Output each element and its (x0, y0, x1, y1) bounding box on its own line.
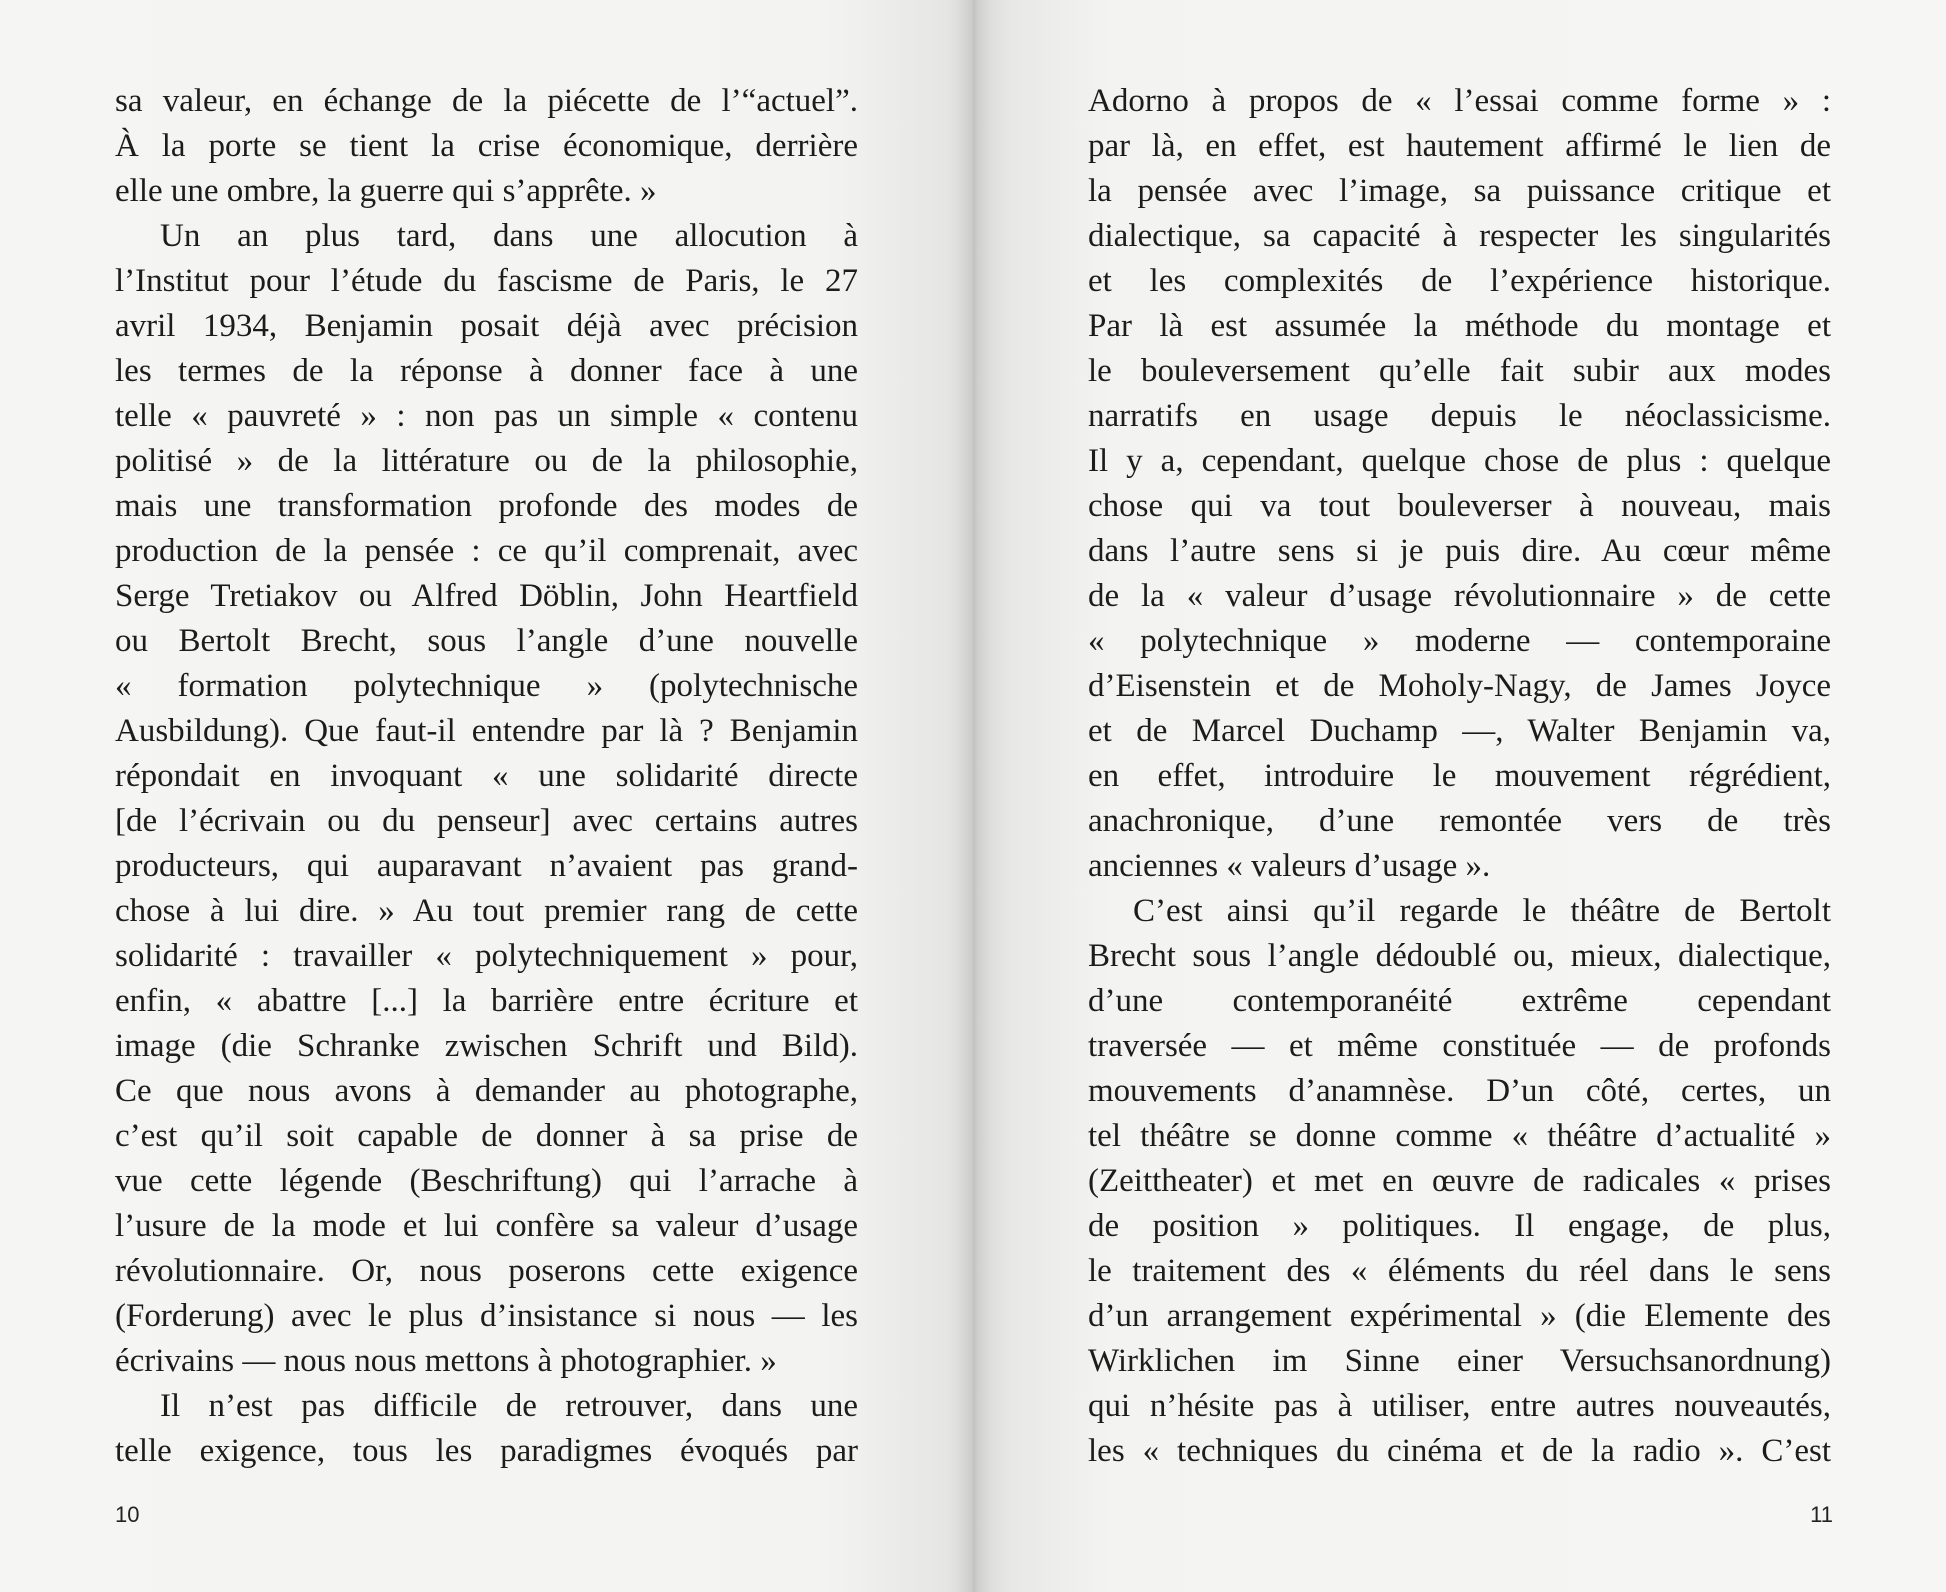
text-line: Il y a, cependant, quelque chose de plus : quelque (1088, 443, 1831, 479)
right-page-body (1088, 79, 1831, 1474)
text-line: c’est qu’il soit capable de donner à sa prise de (115, 1118, 858, 1154)
text-line: avril 1934, Benjamin posait déjà avec précision (115, 308, 858, 344)
book-gutter (955, 0, 991, 1592)
text-line: [de l’écrivain ou du penseur] avec certains autres (115, 803, 858, 839)
left-page-body (115, 79, 858, 1474)
text-line: d’un arrangement expérimental » (die Elemente des (1088, 1298, 1831, 1334)
text-line: mais une transformation profonde des modes de (115, 488, 858, 524)
text-line: en effet, introduire le mouvement régrédient, (1088, 758, 1831, 794)
text-line: Par là est assumée la méthode du montage et (1088, 308, 1831, 344)
text-line: l’Institut pour l’étude du fascisme de Paris, le 27 (115, 263, 858, 299)
text-line: écrivains — nous nous mettons à photographier. » (115, 1343, 777, 1379)
text-line: par là, en effet, est hautement affirmé le lien de (1088, 128, 1831, 164)
text-line: répondait en invoquant « une solidarité directe (115, 758, 858, 794)
text-line: la pensée avec l’image, sa puissance critique et (1088, 173, 1831, 209)
text-line: producteurs, qui auparavant n’avaient pas grand- (115, 848, 858, 884)
text-line: de la « valeur d’usage révolutionnaire » de cette (1088, 578, 1831, 614)
right-page (973, 0, 1946, 1592)
text-line: enfin, « abattre [...] la barrière entre écriture et (115, 983, 858, 1019)
text-line: anciennes « valeurs d’usage ». (1088, 848, 1491, 884)
text-line: qui n’hésite pas à utiliser, entre autres nouveautés, (1088, 1388, 1831, 1424)
text-line: Ausbildung). Que faut-il entendre par là ? Benjamin (115, 713, 858, 749)
text-line: « formation polytechnique » (polytechnische (115, 668, 858, 704)
text-line: Il n’est pas difficile de retrouver, dans une (160, 1388, 858, 1424)
text-line: d’Eisenstein et de Moholy-Nagy, de James Joyce (1088, 668, 1831, 704)
text-line: mouvements d’anamnèse. D’un côté, certes, un (1088, 1073, 1831, 1109)
text-line: et les complexités de l’expérience historique. (1088, 263, 1831, 299)
text-line: l’usure de la mode et lui confère sa valeur d’usage (115, 1208, 858, 1244)
text-line: Un an plus tard, dans une allocution à (160, 218, 858, 254)
text-line: Serge Tretiakov ou Alfred Döblin, John Heartfield (115, 578, 858, 614)
text-line: et de Marcel Duchamp —, Walter Benjamin va, (1088, 713, 1831, 749)
text-line: chose à lui dire. » Au tout premier rang de cette (115, 893, 858, 929)
text-line: (Zeittheater) et met en œuvre de radicales « prises (1088, 1163, 1831, 1199)
right-page-number: 11 (1810, 1502, 1833, 1527)
text-line: elle une ombre, la guerre qui s’apprête. » (115, 173, 657, 209)
text-line: (Forderung) avec le plus d’insistance si nous — les (115, 1298, 858, 1334)
text-line: Ce que nous avons à demander au photographe, (115, 1073, 858, 1109)
text-line: révolutionnaire. Or, nous poserons cette exigence (115, 1253, 858, 1289)
text-line: telle exigence, tous les paradigmes évoqués par (115, 1433, 858, 1469)
text-line: chose qui va tout bouleverser à nouveau, mais (1088, 488, 1831, 524)
text-line: Adorno à propos de « l’essai comme forme » : (1088, 83, 1831, 119)
text-line: les termes de la réponse à donner face à une (115, 353, 858, 389)
text-line: ou Bertolt Brecht, sous l’angle d’une nouvelle (115, 623, 858, 659)
text-line: d’une contemporanéité extrême cependant (1088, 983, 1831, 1019)
text-line: image (die Schranke zwischen Schrift und Bild). (115, 1028, 858, 1064)
text-line: le bouleversement qu’elle fait subir aux modes (1088, 353, 1831, 389)
text-line: C’est ainsi qu’il regarde le théâtre de Bertolt (1133, 893, 1831, 929)
text-line: anachronique, d’une remontée vers de très (1088, 803, 1831, 839)
text-line: les « techniques du cinéma et de la radio ». C’est (1088, 1433, 1831, 1469)
text-line: « polytechnique » moderne — contemporaine (1088, 623, 1831, 659)
text-line: le traitement des « éléments du réel dans le sens (1088, 1253, 1831, 1289)
text-line: dialectique, sa capacité à respecter les singularités (1088, 218, 1831, 254)
text-line: production de la pensée : ce qu’il comprenait, avec (115, 533, 858, 569)
text-line: À la porte se tient la crise économique, derrière (115, 128, 858, 164)
left-page-number: 10 (115, 1502, 140, 1527)
text-line: narratifs en usage depuis le néoclassicisme. (1088, 398, 1831, 434)
text-line: solidarité : travailler « polytechniquement » pour, (115, 938, 858, 974)
text-line: sa valeur, en échange de la piécette de l’“actuel”. (115, 83, 858, 119)
text-line: politisé » de la littérature ou de la philosophie, (115, 443, 858, 479)
text-line: traversée — et même constituée — de profonds (1088, 1028, 1831, 1064)
text-line: de position » politiques. Il engage, de plus, (1088, 1208, 1831, 1244)
text-line: vue cette légende (Beschriftung) qui l’arrache à (115, 1163, 858, 1199)
text-line: telle « pauvreté » : non pas un simple « contenu (115, 398, 858, 434)
text-line: tel théâtre se donne comme « théâtre d’actualité » (1088, 1118, 1831, 1154)
text-line: Wirklichen im Sinne einer Versuchsanordnung) (1088, 1343, 1831, 1379)
text-line: Brecht sous l’angle dédoublé ou, mieux, dialectique, (1088, 938, 1831, 974)
text-line: dans l’autre sens si je puis dire. Au cœur même (1088, 533, 1831, 569)
